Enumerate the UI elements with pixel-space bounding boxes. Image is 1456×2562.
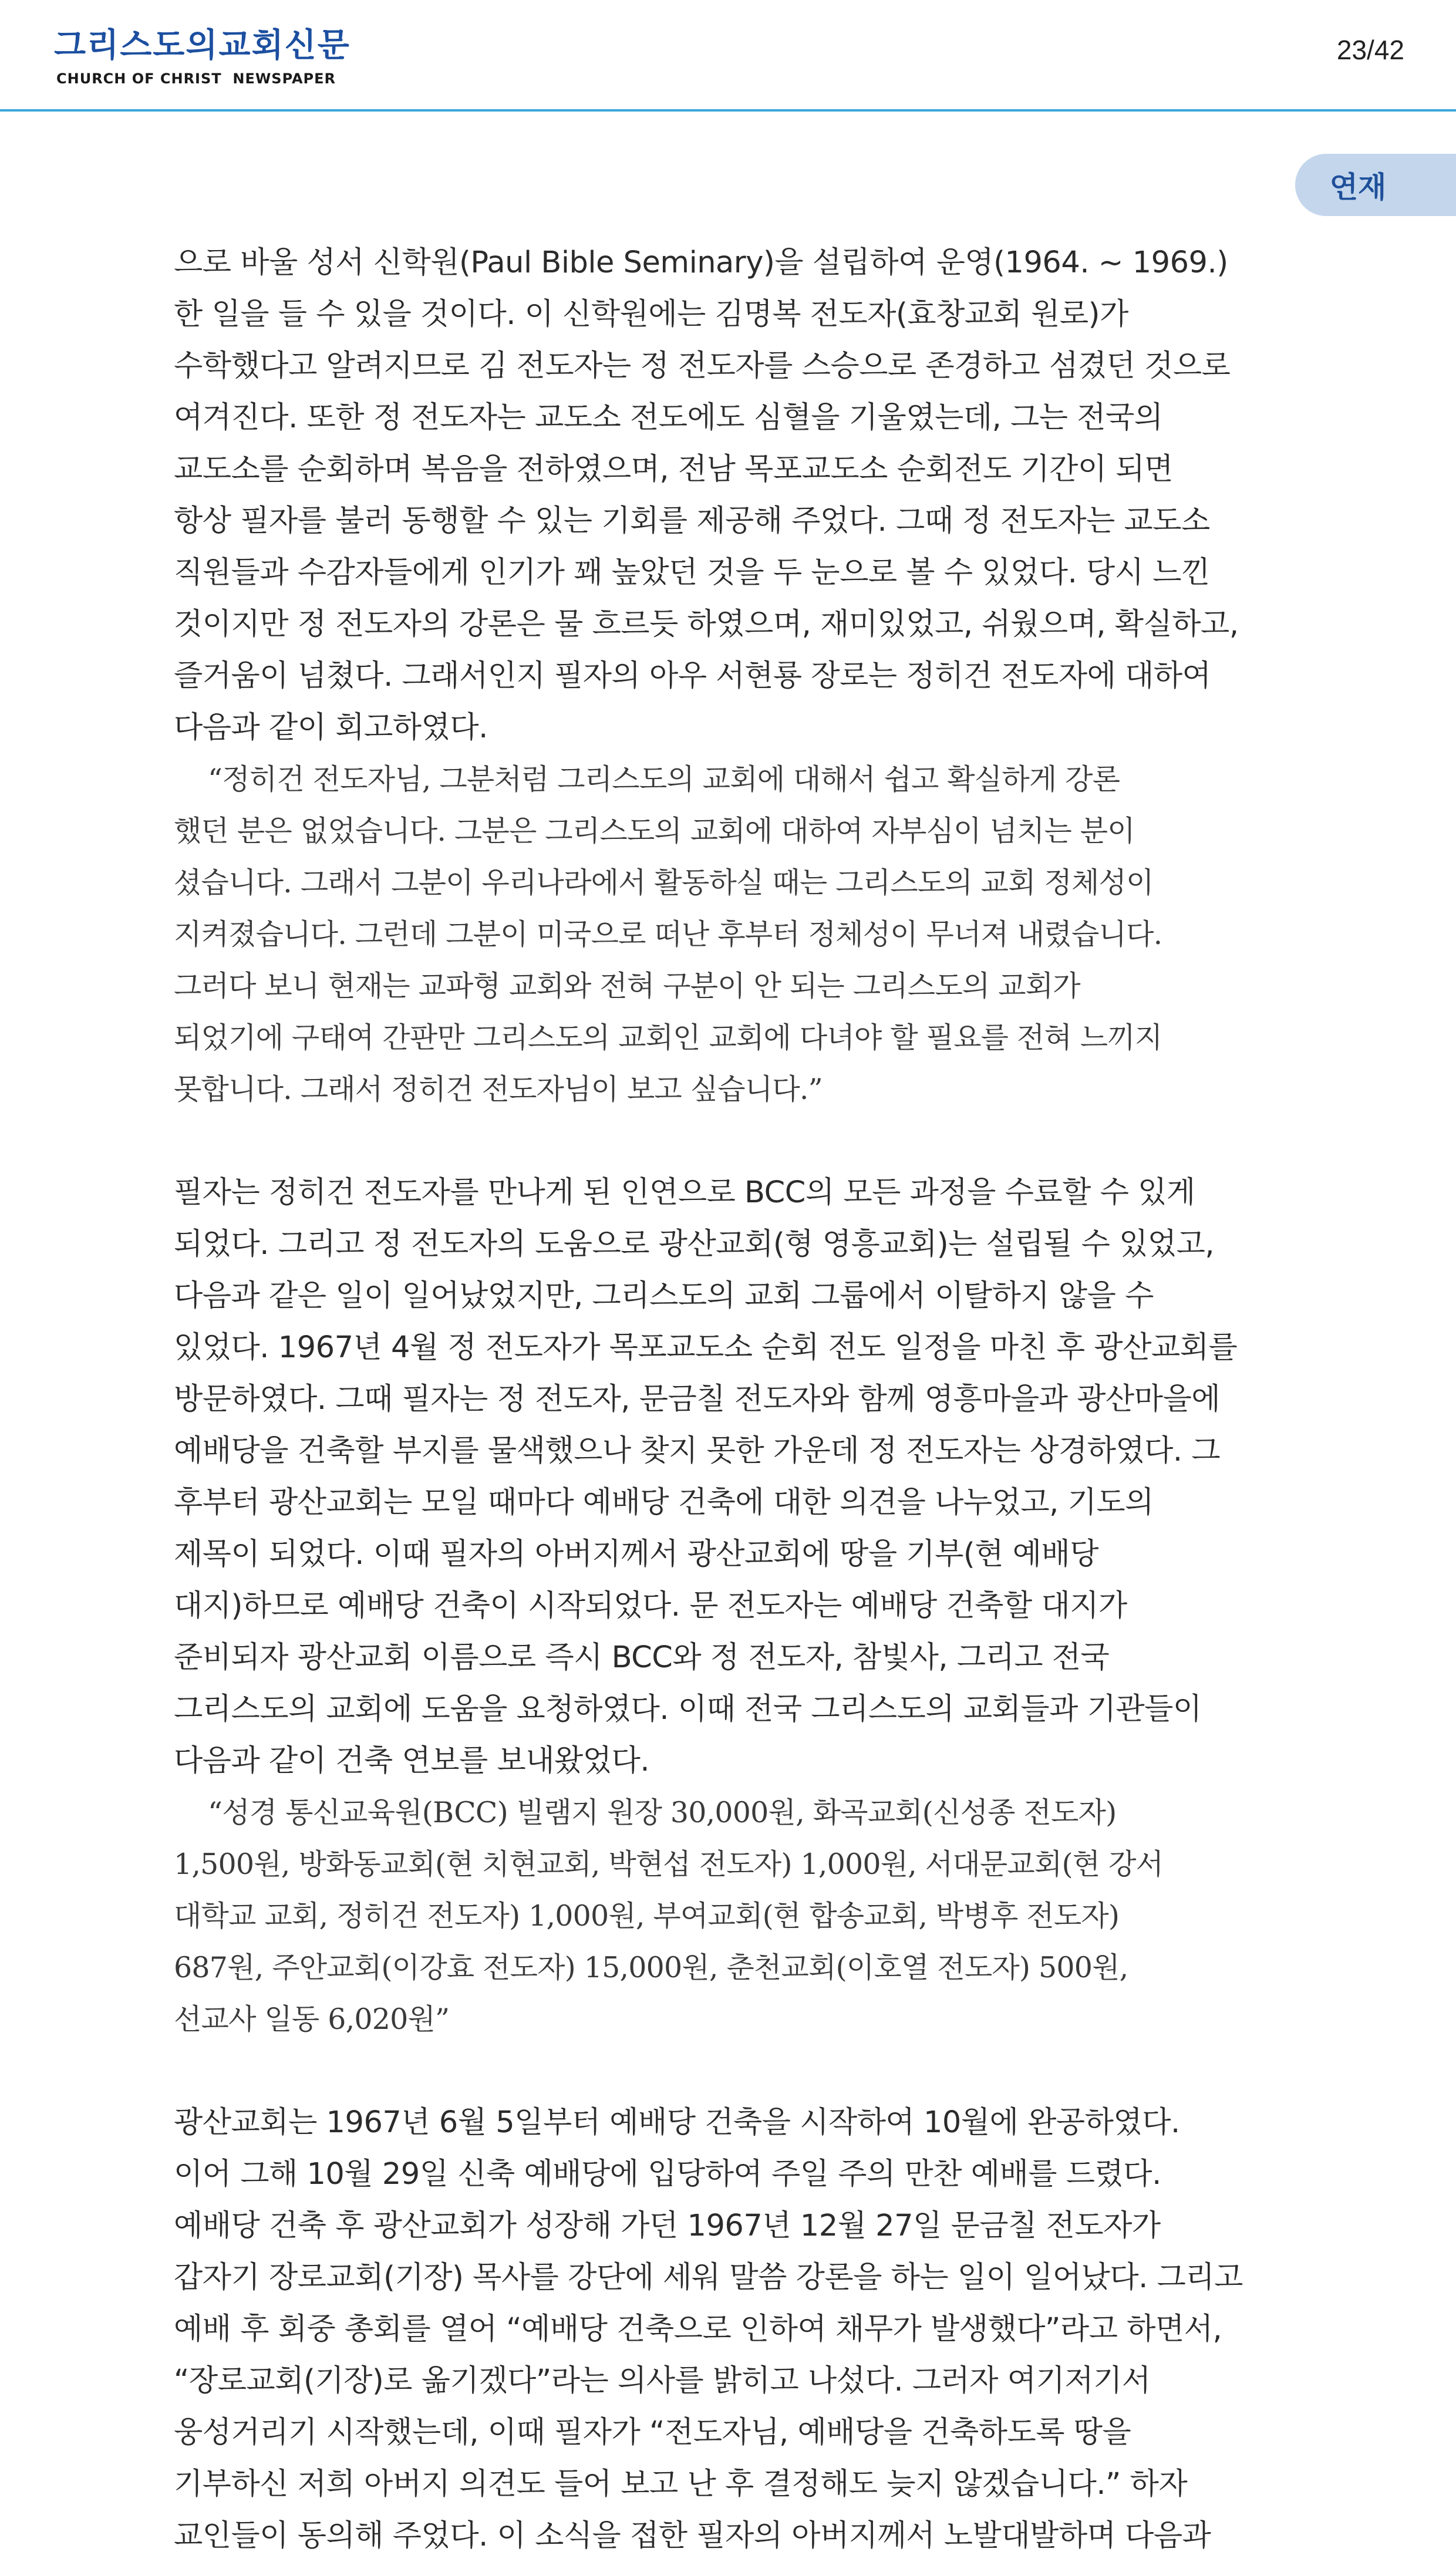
- text-line: 이어 그해 10월 29일 신축 예배당에 입당하여 주일 주의 만찬 예배를 드렸다.: [174, 2157, 1161, 2192]
- text-line: 대학교 교회, 정히건 전도자) 1,000원, 부여교회(현 합송교회, 박병후 전도자): [174, 1899, 1120, 1933]
- text-line: 1,500원, 방화동교회(현 치현교회, 박현섭 전도자) 1,000원, 서대문교회(현 강서: [174, 1848, 1164, 1881]
- paragraph-spacer: [174, 1115, 1289, 1167]
- text-line: 교도소를 순회하며 복음을 전하였으며, 전남 목포교도소 순회전도 기간이 되면: [174, 452, 1173, 487]
- newspaper-logo-english: CHURCH OF CHRIST NEWSPAPER: [56, 70, 336, 87]
- text-line: 필자는 정히건 전도자를 만나게 된 인연으로 BCC의 모든 과정을 수료할 수 있게: [174, 1175, 1195, 1210]
- text-line: 광산교회는 1967년 6월 5일부터 예배당 건축을 시작하여 10월에 완공하였다.: [174, 2105, 1180, 2140]
- page-header: [0, 0, 1456, 112]
- text-line: 못합니다. 그래서 정히건 전도자님이 보고 싶습니다.”: [174, 1073, 823, 1106]
- paragraph-spacer: [174, 2045, 1289, 2097]
- text-line: 했던 분은 없었습니다. 그분은 그리스도의 교회에 대하여 자부심이 넘치는 분이: [174, 814, 1135, 848]
- text-line: 교인들이 동의해 주었다. 이 소식을 접한 필자의 아버지께서 노발대발하며 다음과: [174, 2519, 1211, 2553]
- text-line: 지켜졌습니다. 그런데 그분이 미국으로 떠난 후부터 정체성이 무너져 내렸습니다.: [174, 918, 1162, 951]
- quote-donation-list: [174, 1787, 1289, 2045]
- text-line: 준비되자 광산교회 이름으로 즉시 BCC와 정 전도자, 참빛사, 그리고 전국: [174, 1640, 1110, 1675]
- newspaper-logo-korean: 그리스도의교회신문: [54, 26, 350, 65]
- text-line: 그러다 보니 현재는 교파형 교회와 전혀 구분이 안 되는 그리스도의 교회가: [174, 969, 1080, 1003]
- article-body: [174, 237, 1289, 2562]
- paragraph-church-founding: [174, 1167, 1289, 1787]
- text-line: “정히건 전도자님, 그분처럼 그리스도의 교회에 대해서 쉽고 확실하게 강론: [208, 763, 1120, 796]
- text-line: 웅성거리기 시작했는데, 이때 필자가 “전도자님, 예배당을 건축하도록 땅을: [174, 2415, 1131, 2450]
- paragraph-church-construction: [174, 2097, 1289, 2562]
- text-line: 예배당 건축 후 광산교회가 성장해 가던 1967년 12월 27일 문금칠 전도자가: [174, 2209, 1161, 2243]
- section-badge-label: 연재: [1329, 170, 1387, 204]
- paragraph-intro: [174, 237, 1289, 754]
- text-line: 여겨진다. 또한 정 전도자는 교도소 전도에도 심혈을 기울였는데, 그는 전국의: [174, 400, 1163, 435]
- text-line: 즐거움이 넘쳤다. 그래서인지 필자의 아우 서현룡 장로는 정히건 전도자에 대하여: [174, 659, 1211, 693]
- text-line: 선교사 일동 6,020원”: [174, 2003, 450, 2036]
- text-line: 687원, 주안교회(이강효 전도자) 15,000원, 춘천교회(이호열 전도자) 500원,: [174, 1951, 1128, 1984]
- text-line: 그리스도의 교회에 도움을 요청하였다. 이때 전국 그리스도의 교회들과 기관들이: [174, 1692, 1202, 1727]
- text-line: 수학했다고 알려지므로 김 전도자는 정 전도자를 스승으로 존경하고 섬겼던 것으로: [174, 349, 1231, 383]
- text-line: 다음과 같은 일이 일어났었지만, 그리스도의 교회 그룹에서 이탈하지 않을 수: [174, 1279, 1154, 1313]
- section-badge: [1295, 154, 1456, 216]
- text-line: 항상 필자를 불러 동행할 수 있는 기회를 제공해 주었다. 그때 정 전도자는 교도소: [174, 504, 1210, 538]
- text-line: 제목이 되었다. 이때 필자의 아버지께서 광산교회에 땅을 기부(현 예배당: [174, 1537, 1099, 1572]
- page-number: 23/42: [1336, 35, 1404, 65]
- text-line: 한 일을 들 수 있을 것이다. 이 신학원에는 김명복 전도자(효창교회 원로)가: [174, 297, 1128, 332]
- text-line: 있었다. 1967년 4월 정 전도자가 목포교도소 순회 전도 일정을 마친 후 광산교회를: [174, 1330, 1238, 1365]
- text-line: “장로교회(기장)로 옮기겠다”라는 의사를 밝히고 나섰다. 그러자 여기저기서: [174, 2364, 1151, 2398]
- text-line: 되었기에 구태여 간판만 그리스도의 교회인 교회에 다녀야 할 필요를 전혀 느끼지: [174, 1021, 1162, 1054]
- text-line: 대지)하므로 예배당 건축이 시작되었다. 문 전도자는 예배당 건축할 대지가: [174, 1589, 1127, 1623]
- text-line: 되었다. 그리고 정 전도자의 도움으로 광산교회(형 영흥교회)는 설립될 수 있었고,: [174, 1227, 1215, 1262]
- text-line: 다음과 같이 회고하였다.: [174, 710, 488, 745]
- text-line: 으로 바울 성서 신학원(Paul Bible Seminary)을 설립하여 운영(1964. ~ 1969.): [174, 245, 1228, 280]
- quote-recollection: [174, 754, 1289, 1115]
- text-line: 것이지만 정 전도자의 강론은 물 흐르듯 하였으며, 재미있었고, 쉬웠으며, 확실하고,: [174, 607, 1239, 642]
- text-line: “성경 통신교육원(BCC) 빌램지 원장 30,000원, 화곡교회(신성종 전도자): [208, 1796, 1117, 1829]
- text-line: 갑자기 장로교회(기장) 목사를 강단에 세워 말씀 강론을 하는 일이 일어났다. 그리고: [174, 2260, 1243, 2295]
- text-line: 후부터 광산교회는 모일 때마다 예배당 건축에 대한 의견을 나누었고, 기도의: [174, 1485, 1154, 1520]
- text-line: 다음과 같이 건축 연보를 보내왔었다.: [174, 1744, 650, 1778]
- text-line: 방문하였다. 그때 필자는 정 전도자, 문금칠 전도자와 함께 영흥마을과 광산마을에: [174, 1382, 1221, 1417]
- text-line: 직원들과 수감자들에게 인기가 꽤 높았던 것을 두 눈으로 볼 수 있었다. 당시 느낀: [174, 555, 1210, 590]
- text-line: 예배당을 건축할 부지를 물색했으나 찾지 못한 가운데 정 전도자는 상경하였다. 그: [174, 1434, 1221, 1468]
- text-line: 셨습니다. 그래서 그분이 우리나라에서 활동하실 때는 그리스도의 교회 정체성이: [174, 866, 1154, 899]
- text-line: 기부하신 저희 아버지 의견도 들어 보고 난 후 결정해도 늦지 않겠습니다.” 하자: [174, 2467, 1188, 2502]
- text-line: 예배 후 회중 총회를 열어 “예배당 건축으로 인하여 채무가 발생했다”라고 하면서,: [174, 2312, 1222, 2347]
